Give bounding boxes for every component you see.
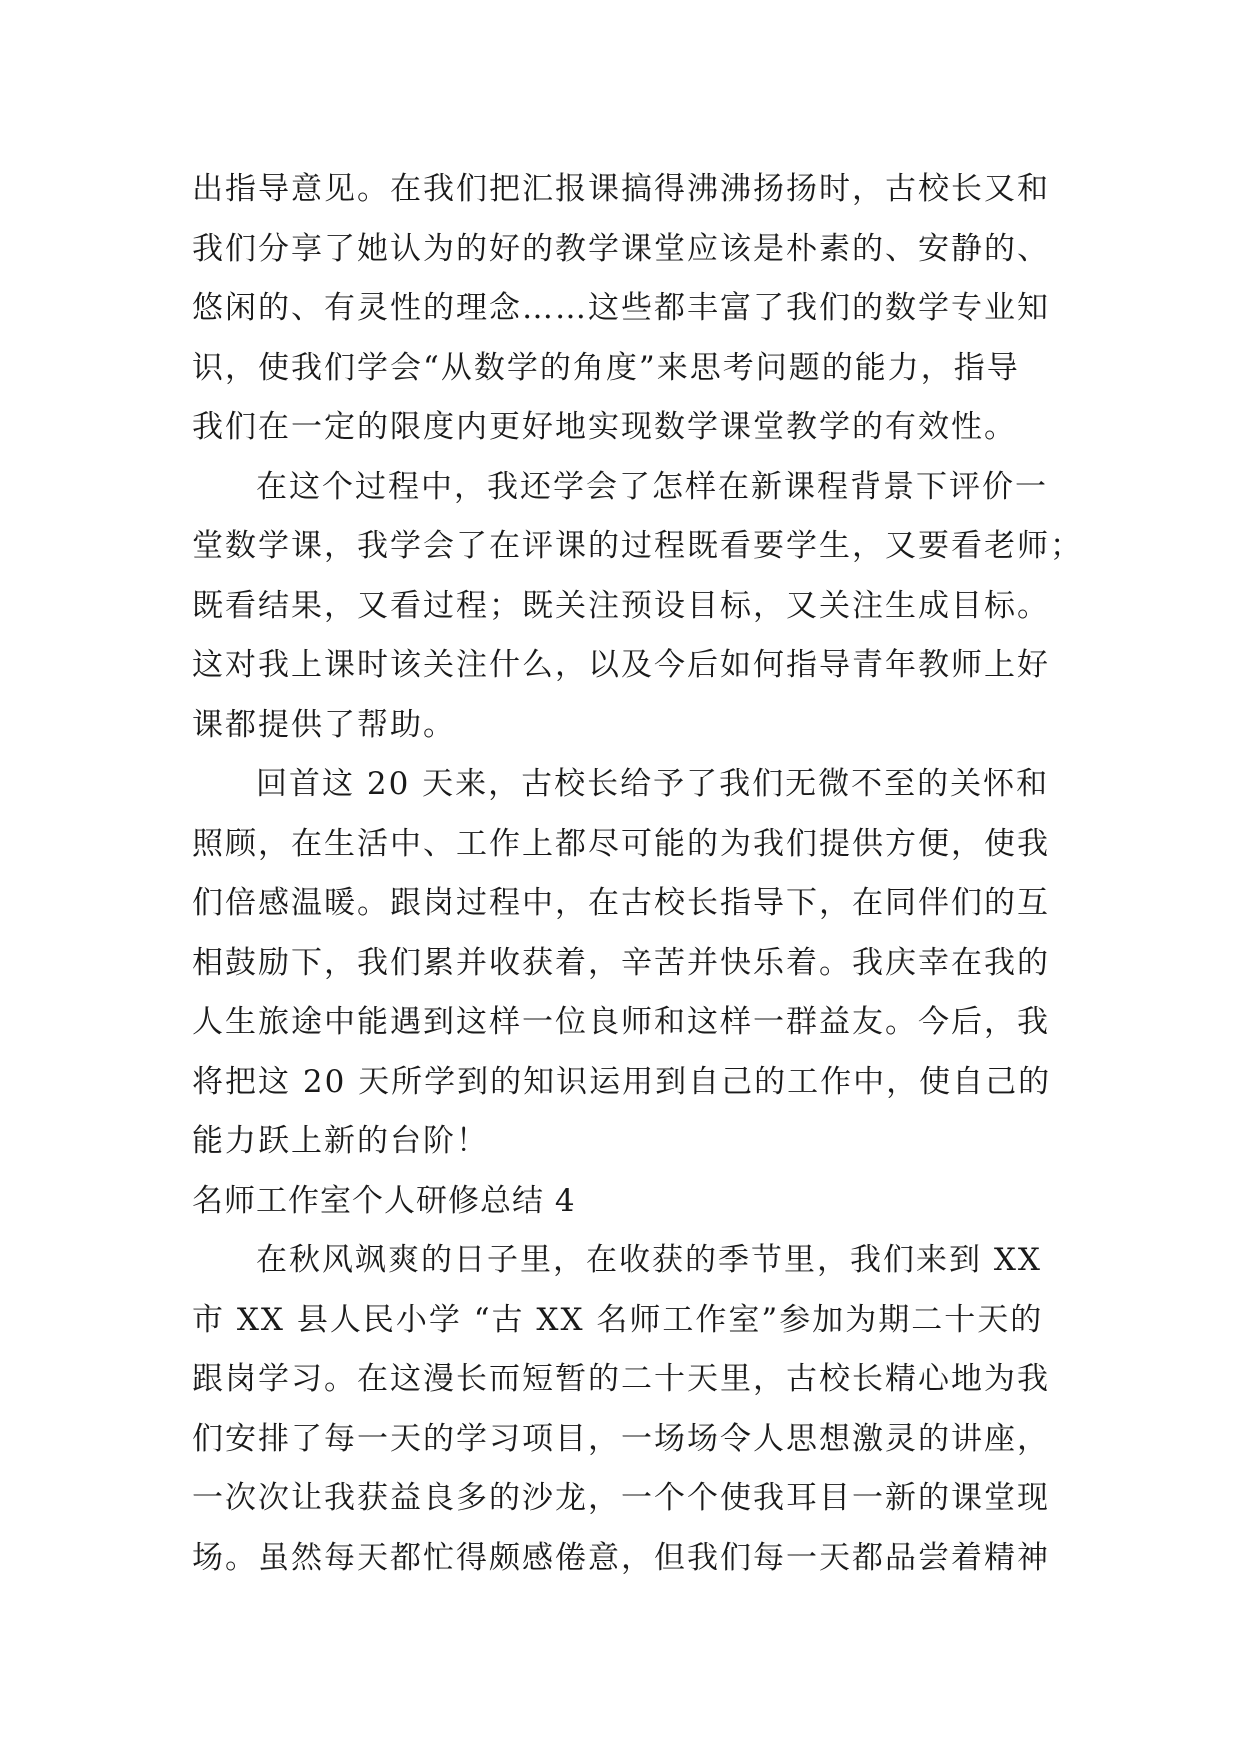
text-line: 出指导意见。在我们把汇报课搞得沸沸扬扬时，古校长又和 <box>192 171 1050 207</box>
paragraph-first-line: 在这个过程中，我还学会了怎样在新课程背景下评价一 <box>256 468 1048 505</box>
text-line: 们安排了每一天的学习项目，一场场令人思想激灵的讲座， <box>192 1420 1050 1457</box>
text-line: 照顾，在生活中、工作上都尽可能的为我们提供方便，使我 <box>192 825 1050 862</box>
text-line: 市 XX 县人民小学 “古 XX 名师工作室”参加为期二十天的 <box>192 1301 1044 1338</box>
document-body <box>192 160 1083 1588</box>
text-line: 能力跃上新的台阶！ <box>192 1123 489 1159</box>
paragraph-first-line: 在秋风飒爽的日子里，在收获的季节里，我们来到 XX <box>256 1242 1042 1278</box>
text-line: 堂数学课，我学会了在评课的过程既看要学生，又要看老师； <box>192 528 1083 564</box>
text-line: 这对我上课时该关注什么，以及今后如何指导青年教师上好 <box>192 647 1050 683</box>
text-line: 课都提供了帮助。 <box>192 706 456 743</box>
text-line: 跟岗学习。在这漫长而短暂的二十天里，古校长精心地为我 <box>192 1361 1050 1397</box>
text-line: 人生旅途中能遇到这样一位良师和这样一群益友。今后，我 <box>192 1004 1050 1040</box>
text-line: 悠闲的、有灵性的理念……这些都丰富了我们的数学专业知 <box>192 290 1050 326</box>
text-line: 场。虽然每天都忙得颇感倦意，但我们每一天都品尝着精神 <box>192 1539 1050 1576</box>
section-heading: 名师工作室个人研修总结 4 <box>192 1182 576 1219</box>
text-line: 将把这 20 天所学到的知识运用到自己的工作中，使自己的 <box>192 1063 1052 1100</box>
text-line: 我们分享了她认为的好的教学课堂应该是朴素的、安静的、 <box>192 230 1050 267</box>
text-line: 识，使我们学会“从数学的角度”来思考问题的能力，指导 <box>192 349 1020 386</box>
text-line: 既看结果，又看过程；既关注预设目标，又关注生成目标。 <box>192 587 1050 624</box>
text-line: 一次次让我获益良多的沙龙，一个个使我耳目一新的课堂现 <box>192 1480 1050 1516</box>
text-line: 相鼓励下，我们累并收获着，辛苦并快乐着。我庆幸在我的 <box>192 944 1050 981</box>
paragraph-first-line: 回首这 20 天来，古校长给予了我们无微不至的关怀和 <box>256 766 1050 802</box>
text-line: 们倍感温暖。跟岗过程中，在古校长指导下，在同伴们的互 <box>192 885 1050 921</box>
text-line: 我们在一定的限度内更好地实现数学课堂教学的有效性。 <box>192 409 1017 445</box>
